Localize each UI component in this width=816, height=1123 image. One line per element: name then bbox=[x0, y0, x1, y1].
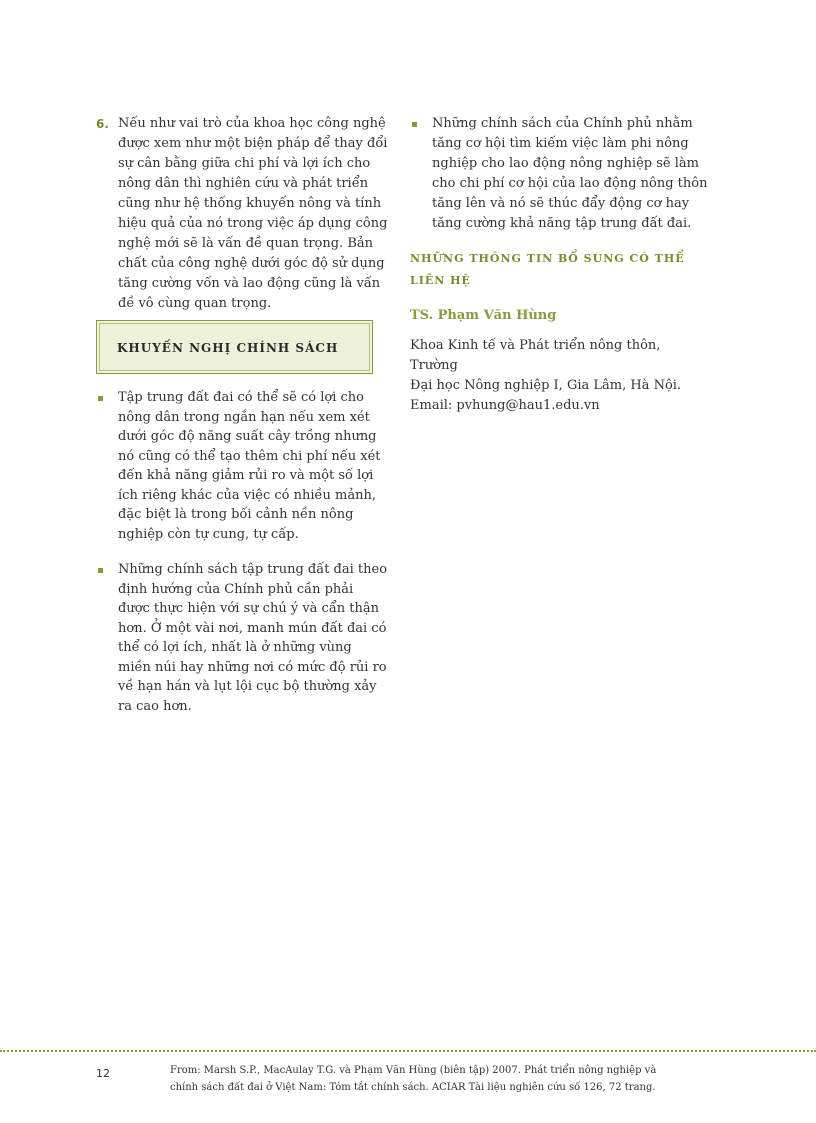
list-item bbox=[96, 560, 388, 716]
email-line: Email: pvhung@hau1.edu.vn bbox=[410, 398, 600, 413]
contact-block bbox=[410, 336, 710, 416]
list-item bbox=[96, 388, 388, 544]
list-item bbox=[410, 114, 710, 234]
further-info-heading bbox=[410, 248, 710, 292]
square-bullet-icon bbox=[98, 396, 103, 401]
numbered-item-6 bbox=[96, 114, 388, 314]
bullet-text: Những chính sách tập trung đất đai theo định hướng của Chính phủ cần phải được thực hiện với sự chú ý và cẩn thận hơn. Ở một vài nơi, manh mún đất đai có thể có lợi ích, nhất là ở những vùng miền núi hay những nơi có mức độ rủi ro về hạn hán và lụt lội cục bộ thường xảy ra cao hơn. bbox=[118, 562, 388, 714]
right-column bbox=[410, 114, 710, 416]
policy-recommendation-box bbox=[96, 320, 373, 374]
square-bullet-icon bbox=[98, 568, 103, 573]
bullet-text: Tập trung đất đai có thể sẽ có lợi cho nông dân trong ngắn hạn nếu xem xét dưới góc độ năng suất cây trồng nhưng nó cũng có thể tạo thêm chi phí nếu xét đến khả năng giảm rủi ro và một số lợi ích riêng khác của việc có nhiều mảnh, đặc biệt là trong bối cảnh nền nông nghiệp còn tự cung, tự cấp. bbox=[118, 390, 381, 542]
contact-line: Đại học Nông nghiệp I, Gia Lâm, Hà Nội. bbox=[410, 378, 682, 393]
bullet-text: Những chính sách của Chính phủ nhằm tăng cơ hội tìm kiếm việc làm phi nông nghiệp cho lao động nông nghiệp sẽ làm cho chi phí cơ hội của lao động nông thôn tăng lên và nó sẽ thúc đẩy động cơ hay tăng cường khả năng tập trung đất đai. bbox=[432, 116, 708, 231]
square-bullet-icon bbox=[412, 122, 417, 127]
left-column bbox=[96, 114, 388, 314]
citation-line: From: Marsh S.P., MacAulay T.G. và Phạm Văn Hùng (biên tập) 2007. Phát triển nông nghiệp và bbox=[170, 1065, 657, 1076]
citation-line: chính sách đất đai ở Việt Nam: Tóm tắt chính sách. ACIAR Tài liệu nghiên cứu số 126, 72 trang. bbox=[170, 1082, 656, 1093]
left-bullet-list bbox=[96, 388, 388, 732]
heading-line-2: LIÊN HỆ bbox=[410, 274, 471, 287]
item-number: 6. bbox=[96, 117, 109, 131]
contact-line: Khoa Kinh tế và Phát triển nông thôn, Trường bbox=[410, 338, 661, 373]
author-name: TS. Phạm Văn Hùng bbox=[410, 308, 557, 323]
footer-divider bbox=[0, 1050, 816, 1052]
heading-line-1: NHỮNG THÔNG TIN BỔ SUNG CÓ THỂ bbox=[410, 252, 685, 265]
item-text: Nếu như vai trò của khoa học công nghệ được xem như một biện pháp để thay đổi sự cân bằng giữa chi phí và lợi ích cho nông dân thì nghiên cứu và phát triển cũng như hệ thống khuyến nông và tính hiệu quả của nó trong việc áp dụng công nghệ mới sẽ là vấn đề quan trọng. Bản chất của công nghệ dưới góc độ sử dụng tăng cường vốn và lao động cũng là vấn đề vô cùng quan trọng. bbox=[118, 116, 388, 311]
page-number: 12 bbox=[96, 1067, 110, 1080]
policy-recommendation-title: KHUYẾN NGHỊ CHÍNH SÁCH bbox=[117, 341, 339, 355]
citation bbox=[170, 1062, 730, 1096]
